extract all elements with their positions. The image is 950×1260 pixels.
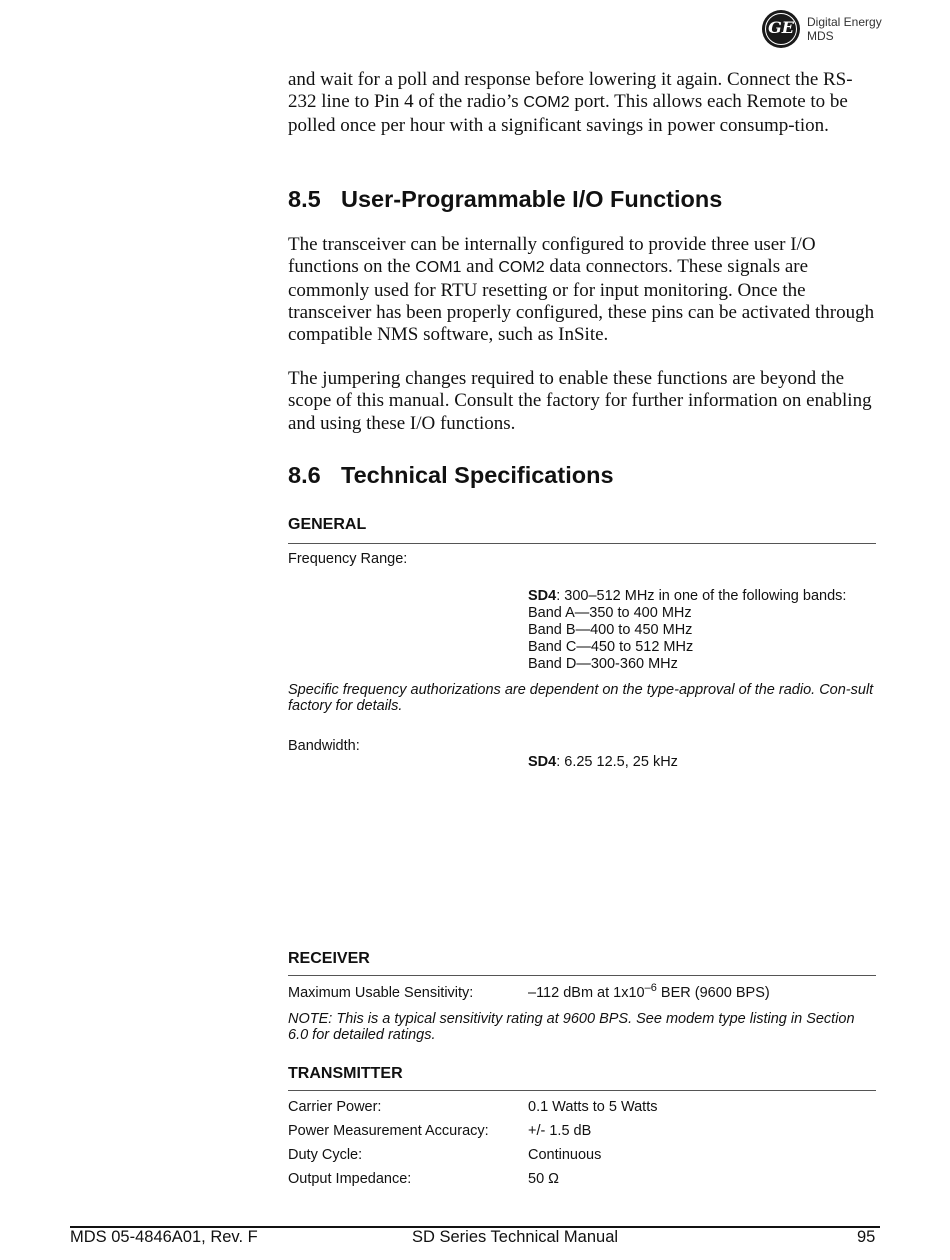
receiver-note: NOTE: This is a typical sensitivity rating at 9600 BPS. See modem type listing in Section 6.0 for detailed ratings.	[288, 1011, 855, 1043]
sens-exp: –6	[644, 982, 657, 995]
logo-line-2: MDS	[807, 29, 834, 43]
power-accuracy-label: Power Measurement Accuracy:	[288, 1123, 489, 1139]
logo-line-1: Digital Energy	[807, 15, 882, 29]
section-number: 8.6	[288, 462, 321, 488]
section-8-5-paragraph-1	[288, 234, 876, 346]
sens-b: BER (9600 BPS)	[656, 985, 770, 1001]
bw-model: SD4	[528, 754, 557, 770]
freq-model: SD4	[528, 588, 557, 604]
p1-text-b: and	[461, 256, 499, 278]
band-a: Band A—350 to 400 MHz	[528, 605, 692, 621]
p1-com1: COM1	[415, 259, 462, 277]
receiver-rule	[288, 975, 876, 976]
ge-logo	[762, 10, 882, 50]
carrier-power-value: 0.1 Watts to 5 Watts	[528, 1099, 658, 1115]
power-accuracy-value: +/- 1.5 dB	[528, 1123, 592, 1139]
carrier-power-label: Carrier Power:	[288, 1099, 382, 1115]
general-rule	[288, 543, 876, 544]
general-heading: GENERAL	[288, 516, 367, 533]
bw-value: : 6.25 12.5, 25 kHz	[556, 754, 678, 770]
freq-value: : 300–512 MHz in one of the following bands:	[556, 588, 847, 604]
sensitivity-value	[528, 982, 770, 1002]
section-8-5-paragraph-2: The jumpering changes required to enable these functions are beyond the scope of this manual. Consult the factory for further information on enabling and using these I/O functions.	[288, 368, 872, 434]
section-8-5-heading	[288, 186, 722, 213]
p1-com2: COM2	[498, 259, 545, 277]
p1-text-c: data connectors. These signals are commonly used for RTU resetting or for input monitoring. Once the transceiver has been properly configured, these pins can be activated through compatible NMS software, such as InSite.	[288, 256, 875, 346]
sensitivity-label: Maximum Usable Sensitivity:	[288, 985, 474, 1001]
transmitter-heading: TRANSMITTER	[288, 1065, 403, 1082]
logo-text	[807, 15, 882, 43]
section-title: User-Programmable I/O Functions	[341, 186, 723, 212]
ge-monogram-icon: GE	[762, 10, 800, 48]
footer-doc-id: MDS 05-4846A01, Rev. F	[70, 1228, 258, 1246]
section-number: 8.5	[288, 186, 321, 212]
intro-text-2: port. This allows each Remote to be polled once per hour with a significant savings in power consump-tion.	[288, 91, 848, 136]
band-b: Band B—400 to 450 MHz	[528, 622, 693, 638]
footer-manual-title: SD Series Technical Manual	[412, 1228, 619, 1246]
band-c: Band C—450 to 512 MHz	[528, 639, 694, 655]
section-title: Technical Specifications	[341, 462, 614, 488]
output-impedance-label: Output Impedance:	[288, 1171, 412, 1187]
p1-text-a: The transceiver can be internally configured to provide three user I/O functions on the	[288, 234, 816, 278]
frequency-note: Specific frequency authorizations are dependent on the type-approval of the radio. Con-sult factory for details.	[288, 682, 874, 714]
intro-com2: COM2	[523, 94, 570, 112]
intro-text-1: and wait for a poll and response before lowering it again. Connect the RS-232 line to Pin 4 of the radio’s	[288, 69, 853, 113]
band-d: Band D—300-360 MHz	[528, 656, 678, 672]
frequency-range-label: Frequency Range:	[288, 551, 408, 567]
bandwidth-value	[528, 754, 678, 771]
receiver-heading: RECEIVER	[288, 950, 370, 967]
section-8-6-heading	[288, 462, 614, 489]
bandwidth-label: Bandwidth:	[288, 738, 360, 754]
frequency-range-value	[528, 588, 846, 673]
output-impedance-value: 50 Ω	[528, 1171, 559, 1187]
duty-cycle-label: Duty Cycle:	[288, 1147, 363, 1163]
duty-cycle-value: Continuous	[528, 1147, 602, 1163]
intro-paragraph	[288, 69, 876, 137]
sens-a: –112 dBm at 1x10	[528, 985, 645, 1001]
footer-page-number: 95	[857, 1228, 876, 1246]
transmitter-rule	[288, 1090, 876, 1091]
